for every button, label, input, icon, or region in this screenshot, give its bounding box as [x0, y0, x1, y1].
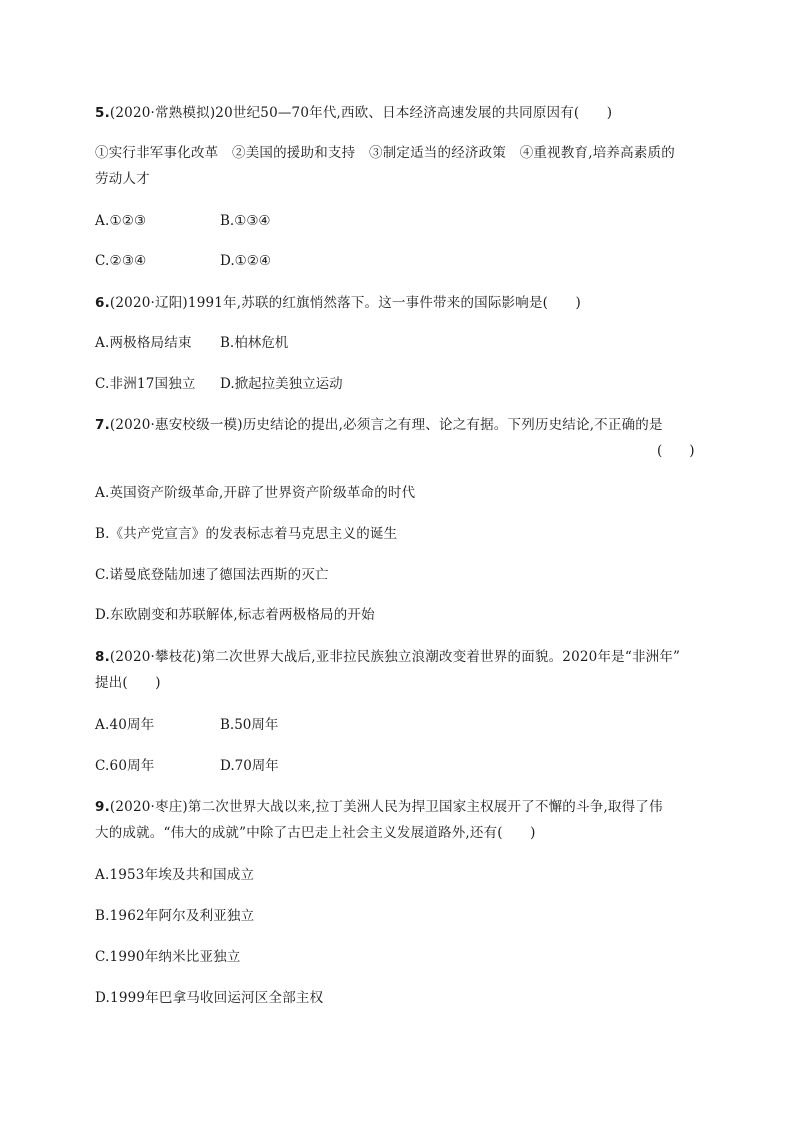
question-7-option-b: B.《共产党宣言》的发表标志着马克思主义的诞生 [95, 526, 398, 542]
question-8-stem-line2: 提出( ) [95, 675, 161, 691]
question-7-number: 7. [95, 417, 110, 433]
question-8-stem-line1 [95, 648, 680, 666]
question-9-option-c: C.1990年纳米比亚独立 [95, 949, 241, 965]
question-9-option-b: B.1962年阿尔及利亚独立 [95, 908, 255, 924]
question-7-option-d: D.东欧剧变和苏联解体,标志着两极格局的开始 [95, 607, 375, 623]
question-6-text: (2020·辽阳)1991年,苏联的红旗悄然落下。这一事件带来的国际影响是( ) [109, 295, 581, 311]
question-8-option-b: B.50周年 [220, 717, 279, 733]
question-5-statements-line2: 劳动人才 [95, 171, 150, 187]
question-7-option-c: C.诺曼底登陆加速了德国法西斯的灭亡 [95, 567, 329, 583]
question-6-option-a: A.两极格局结束 [95, 335, 192, 351]
question-6-option-c: C.非洲17国独立 [95, 376, 196, 392]
question-8-option-d: D.70周年 [220, 758, 279, 774]
question-8-number: 8. [95, 649, 110, 665]
question-7-option-a: A.英国资产阶级革命,开辟了世界资产阶级革命的时代 [95, 485, 416, 501]
question-5-option-b: B.①③④ [220, 213, 271, 229]
question-9-option-d: D.1999年巴拿马收回运河区全部主权 [95, 990, 324, 1006]
question-9-number: 9. [95, 799, 110, 815]
question-9-text-line1: (2020·枣庄)第二次世界大战以来,拉丁美洲人民为捍卫国家主权展开了不懈的斗争,取得了伟 [109, 799, 663, 815]
question-9-stem-line1 [95, 798, 663, 816]
question-6-stem [95, 294, 581, 312]
question-5-option-c: C.②③④ [95, 253, 147, 269]
question-5-text: (2020·常熟模拟)20世纪50—70年代,西欧、日本经济高速发展的共同原因有( ) [109, 105, 613, 121]
question-5-stem [95, 104, 612, 122]
question-9-option-a: A.1953年埃及共和国成立 [95, 867, 255, 883]
question-8-option-a: A.40周年 [95, 717, 155, 733]
question-5-option-d: D.①②④ [220, 253, 271, 269]
question-7-text: (2020·惠安校级一模)历史结论的提出,必须言之有理、论之有据。下列历史结论,不正确的是 [109, 417, 663, 433]
question-9-stem-line2: 大的成就。“伟大的成就”中除了古巴走上社会主义发展道路外,还有( ) [95, 825, 536, 841]
question-6-option-b: B.柏林危机 [220, 335, 289, 351]
question-8-text-line1: (2020·攀枝花)第二次世界大战后,亚非拉民族独立浪潮改变着世界的面貌。2020年是“非洲年” [109, 649, 681, 665]
question-8-option-c: C.60周年 [95, 758, 155, 774]
question-5-statements-line1: ①实行非军事化改革 ②美国的援助和支持 ③制定适当的经济政策 ④重视教育,培养高素质的 [95, 145, 675, 161]
question-7-answer-paren: ( ) [657, 443, 695, 459]
question-6-option-d: D.掀起拉美独立运动 [220, 376, 343, 392]
question-5-number: 5. [95, 105, 110, 121]
question-5-option-a: A.①②③ [95, 213, 147, 229]
question-7-stem [95, 416, 663, 434]
question-6-number: 6. [95, 295, 110, 311]
